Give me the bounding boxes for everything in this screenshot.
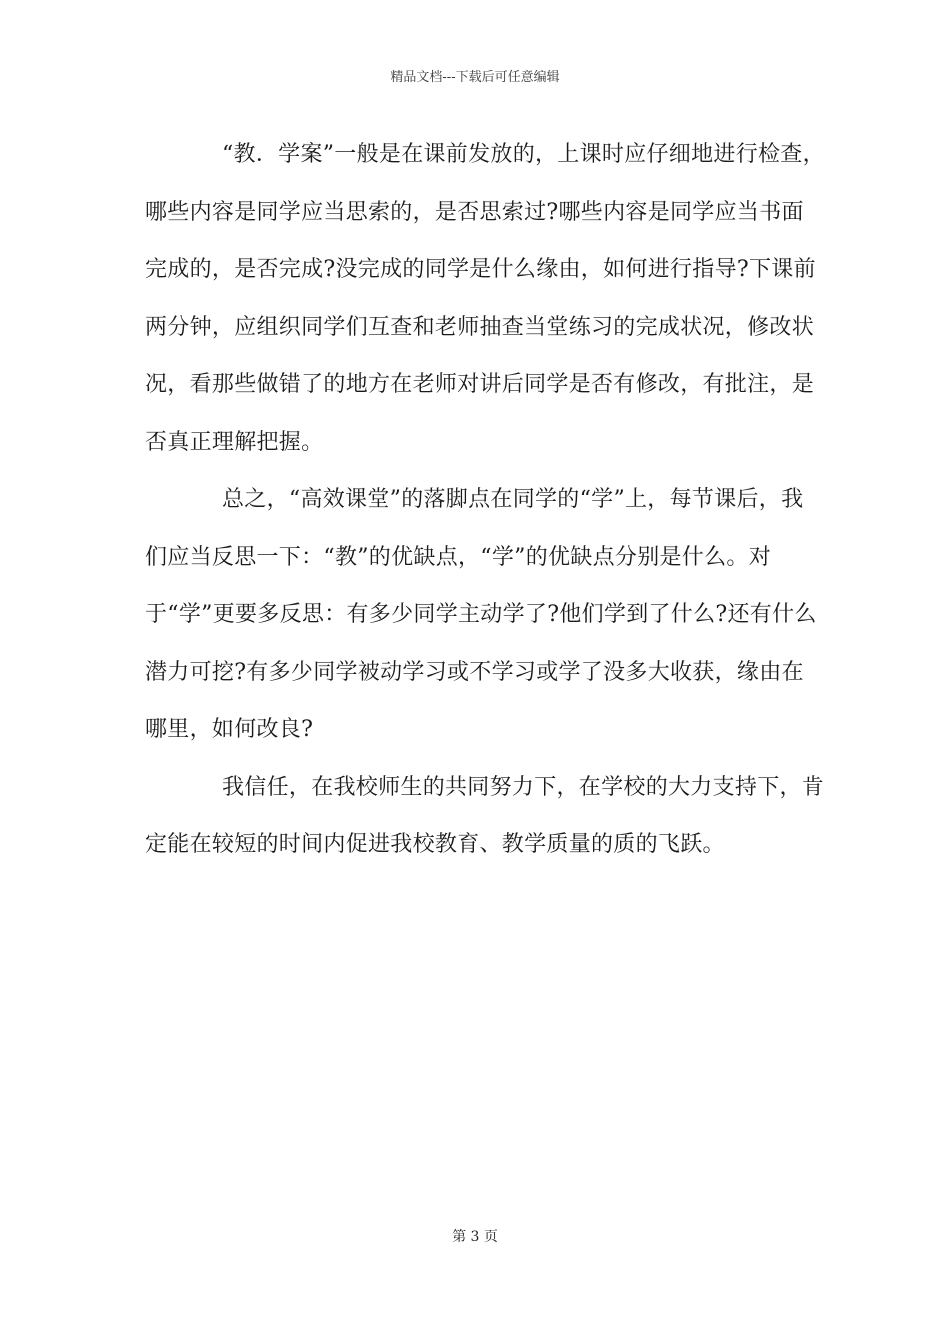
paragraph-3: 我信任，在我校师生的共同努力下，在学校的大力支持下，肯定能在较短的时间内促进我校教育、教学质量的质的飞跃。 xyxy=(145,774,825,857)
page-number: 第 3 页 xyxy=(452,1229,498,1245)
paragraph-1: “教．学案”一般是在课前发放的，上课时应仔细地进行检查，哪些内容是同学应当思索的，是否思索过?哪些内容是同学应当书面完成的，是否完成?没完成的同学是什么缘由，如何进行指导?下课前两分钟，应组织同学们互查和老师抽查当堂练习的完成状况，修改状况，看那些做错了的地方在老师对讲后同学是否有修改，有批注，是否真正理解把握。 xyxy=(145,142,825,455)
document-body xyxy=(145,126,825,874)
page-header: 精品文档---下载后可任意编辑 xyxy=(390,70,560,85)
paragraph-2: 总之，“高效课堂”的落脚点在同学的“学”上，每节课后，我们应当反思一下：“教”的优缺点，“学”的优缺点分别是什么。对于“学”更要多反思：有多少同学主动学了?他们学到了什么?还有什么潜力可挖?有多少同学被动学习或不学习或学了没多大收获，缘由在哪里，如何改良? xyxy=(145,487,817,742)
